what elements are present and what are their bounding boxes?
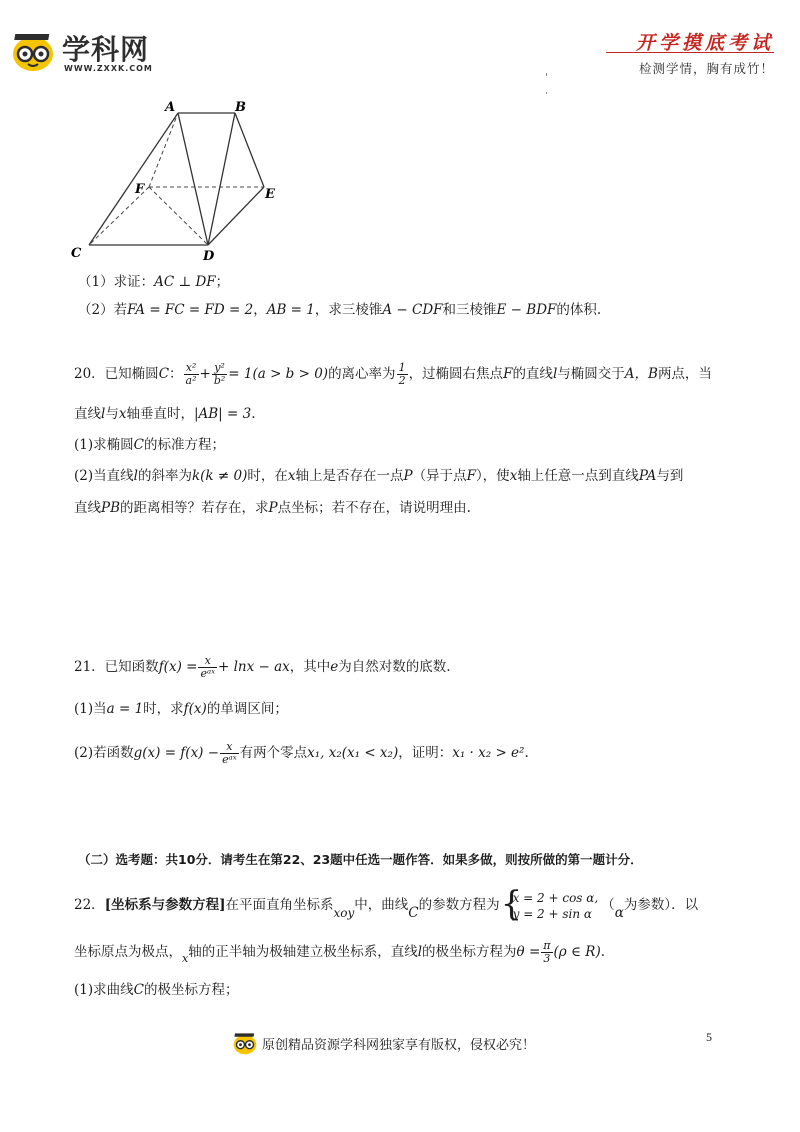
frac-denominator: b²: [213, 374, 226, 387]
copyright-notice: 原创精品资源学科网独家享有版权，侵权必究！: [262, 1038, 536, 1053]
q20-math: A，B: [624, 366, 658, 382]
q21-text: .: [524, 745, 529, 761]
q22-text: 的极坐标方程为: [422, 944, 517, 960]
q21-math: e: [330, 659, 339, 675]
q20-part2: [74, 466, 683, 486]
q19-part2-label: （2）若: [78, 302, 128, 318]
q20-frac-half: [397, 362, 408, 387]
q20-text: 的距离相等？若存在，求: [120, 500, 269, 516]
geometry-figure: [65, 95, 295, 265]
frac-numerator: x²: [184, 362, 199, 375]
edge-BE: [235, 113, 264, 187]
q20-math: PA: [638, 468, 657, 484]
q21-frac: [198, 655, 217, 680]
q20-text: 轴上是否存在一点: [295, 468, 404, 484]
q20-equation: = 1(a > b > 0): [228, 366, 329, 382]
exam-subtitle: 检测学情，胸有成竹！: [638, 61, 774, 76]
q20-math: l: [101, 406, 106, 422]
vertex-E: E: [265, 187, 275, 202]
q20-frac-x: [184, 362, 199, 387]
q19-part1: [78, 272, 229, 292]
q22-math: xoy: [333, 906, 355, 920]
q21-text: (2)若函数: [74, 745, 134, 761]
param-eq-x: { x = 2 + cos α,: [512, 890, 599, 905]
q19-part2-text: ，求三棱锥: [314, 302, 383, 318]
q20-number: 20．已知椭圆: [74, 366, 159, 382]
frac-numerator: π: [543, 939, 551, 952]
q20-math: k(k ≠ 0): [191, 468, 248, 484]
q22-text: 在平面直角坐标系: [225, 897, 334, 913]
param-eq-y: y = 2 + sin α: [512, 906, 593, 921]
frac-denominator: eᵃˣ: [200, 667, 215, 680]
frac-denominator: 2: [398, 374, 406, 387]
q22-math: θ =: [516, 944, 541, 960]
q20-text: 的离心率为: [328, 366, 396, 382]
q21-part1: [74, 699, 288, 719]
vertex-A: A: [165, 100, 176, 115]
mascot-icon: [10, 30, 56, 72]
q19-part2-math: A − CDF: [382, 302, 443, 318]
q21-math: x₁, x₂(x₁ < x₂): [307, 745, 399, 761]
q21-text: (1)当: [74, 701, 107, 717]
q20-text: (2)当直线: [74, 468, 134, 484]
q22-text: 中，曲线: [354, 897, 409, 913]
logo-wordmark: 学科网: [62, 33, 150, 66]
exam-title: 开学摸底考试: [635, 32, 774, 54]
q22-math: x: [182, 952, 189, 965]
vertex-F: F: [135, 182, 145, 197]
q20-part1: [74, 435, 225, 455]
q22-text: 为参数）．以: [623, 897, 699, 913]
q22-part1: [74, 980, 238, 1000]
q22-text: 轴的正半轴为极轴建立极坐标系，直线: [188, 944, 418, 960]
q21-frac: [220, 741, 239, 766]
q20-text: （异于点: [412, 468, 467, 484]
q20-math: x: [118, 406, 127, 422]
q21-math: f(x) =: [158, 659, 198, 675]
q21-math: a = 1: [106, 701, 144, 717]
q20-frac-y: [212, 362, 227, 387]
q20-text: 直线: [74, 406, 101, 422]
q20-math: F: [466, 468, 476, 484]
q20-math: PB: [101, 500, 121, 516]
q22-math: C: [408, 905, 419, 921]
q22-text: 坐标原点为极点，: [74, 944, 182, 960]
q22-math: (ρ ∈ R): [553, 944, 601, 960]
q20-math: F: [503, 366, 513, 382]
q22-stem: [74, 888, 698, 928]
q20-math: x: [287, 468, 296, 484]
q21-part2: [74, 741, 529, 766]
scan-mark: [546, 92, 547, 94]
q21-text: ，证明：: [398, 745, 453, 761]
q21-math: x₁ · x₂ > e²: [452, 745, 525, 761]
q22-frac-pi: [541, 940, 552, 965]
q20-math: P: [268, 500, 278, 516]
q22-tag: [坐标系与参数方程]: [104, 897, 226, 913]
frac-denominator: eᵃˣ: [222, 753, 237, 766]
q20-text: 轴上任意一点到直线: [517, 468, 639, 484]
q21-math: + lnx − ax: [217, 659, 290, 675]
q22-text: (1)求曲线: [74, 982, 134, 998]
q19-part2-text: 的体积.: [556, 302, 602, 318]
scan-mark: [546, 73, 547, 76]
q19-part2-math: AB = 1: [266, 302, 315, 318]
zxxk-logo: [10, 28, 170, 76]
frac-numerator: 1: [398, 361, 406, 374]
q20-math: C: [133, 437, 144, 453]
q20-text: 与椭圆交于: [557, 366, 625, 382]
edge-BD: [208, 113, 235, 245]
q20-text: ：: [169, 366, 183, 382]
q21-math: g(x) = f(x) −: [133, 745, 220, 761]
q21-text: 时，求: [143, 701, 184, 717]
mascot-icon: [232, 1031, 258, 1055]
q22-math: C: [133, 982, 144, 998]
q22-math: α: [614, 905, 624, 921]
edge-FD: [149, 187, 208, 245]
edge-ED: [208, 187, 264, 245]
q20-text: 的斜率为: [137, 468, 192, 484]
page-number: 5: [706, 1030, 712, 1044]
q20-text: 与到: [656, 468, 684, 484]
vertex-B: B: [235, 100, 246, 115]
q19-part2-text: 和三棱锥: [442, 302, 497, 318]
q20-text: 直线: [74, 500, 101, 516]
vertex-C: C: [71, 246, 82, 261]
q22-math: l: [417, 944, 423, 960]
q20-stem: [74, 362, 712, 387]
q21-text: 的单调区间；: [206, 701, 288, 717]
frac-numerator: y²: [212, 362, 227, 375]
frac-numerator: x: [220, 741, 239, 754]
edge-AC: [89, 113, 178, 245]
q19-part2-math: FA = FC = FD = 2: [127, 302, 254, 318]
q20-part2-line2: [74, 498, 471, 518]
q22-text: （: [601, 897, 615, 913]
q21-number: 21．已知函数: [74, 659, 159, 675]
q20-math: x: [509, 468, 518, 484]
q20-text: 两点，当: [657, 366, 712, 382]
q22-param-system: [503, 890, 599, 922]
q19-part1-suffix: ；: [215, 274, 230, 290]
q22-text: 的极坐标方程；: [143, 982, 239, 998]
q19-part1-label: （1）求证：: [78, 274, 155, 290]
q20-math: P: [403, 468, 413, 484]
q20-text: 与: [105, 406, 119, 422]
q19-part2-math: E − BDF: [496, 302, 557, 318]
q20-math: |AB| = 3: [193, 406, 252, 422]
q20-text: .: [251, 406, 256, 422]
q22-text: .: [600, 944, 606, 960]
vertex-D: D: [203, 249, 215, 264]
q20-text: 轴垂直时，: [126, 406, 194, 422]
q22-text: 的参数方程为: [418, 897, 500, 913]
q21-text: 为自然对数的底数.: [338, 659, 451, 675]
q20-stem-line2: [74, 404, 256, 424]
q21-stem: [74, 655, 451, 680]
q21-text: ，其中: [289, 659, 331, 675]
q20-text: (1)求椭圆: [74, 437, 134, 453]
q20-math: l: [552, 366, 558, 382]
logo-url: WWW.ZXXK.COM: [64, 64, 153, 73]
q20-text: 点坐标；若不存在，请说明理由.: [277, 500, 471, 516]
q19-part1-math: AC ⊥ DF: [154, 274, 216, 290]
q20-text: ，过椭圆右焦点: [408, 366, 504, 382]
q20-math: l: [133, 468, 138, 484]
frac-denominator: 3: [543, 952, 551, 965]
edge-AD: [178, 113, 208, 245]
q20-ellipse-name: C: [158, 366, 170, 382]
q22-stem-line2: [74, 940, 605, 969]
frac-denominator: a²: [185, 374, 197, 387]
header-divider: [606, 52, 774, 53]
section-heading: （二）选考题：共10分．请考生在第22、23题中任选一题作答．如果多做，则按所做的第一题计分．: [78, 852, 643, 867]
q22-number: 22．: [74, 897, 105, 913]
q19-part2: [78, 300, 601, 320]
q20-text: ），使: [475, 468, 510, 484]
q21-math: f(x): [183, 701, 207, 717]
q20-plus: +: [199, 366, 211, 382]
q19-part2-text: ，: [253, 302, 267, 318]
q20-text: 时，在: [247, 468, 288, 484]
frac-numerator: x: [198, 655, 217, 668]
q20-text: 的标准方程；: [143, 437, 225, 453]
q21-text: 有两个零点: [239, 745, 308, 761]
q20-text: 的直线: [512, 366, 553, 382]
